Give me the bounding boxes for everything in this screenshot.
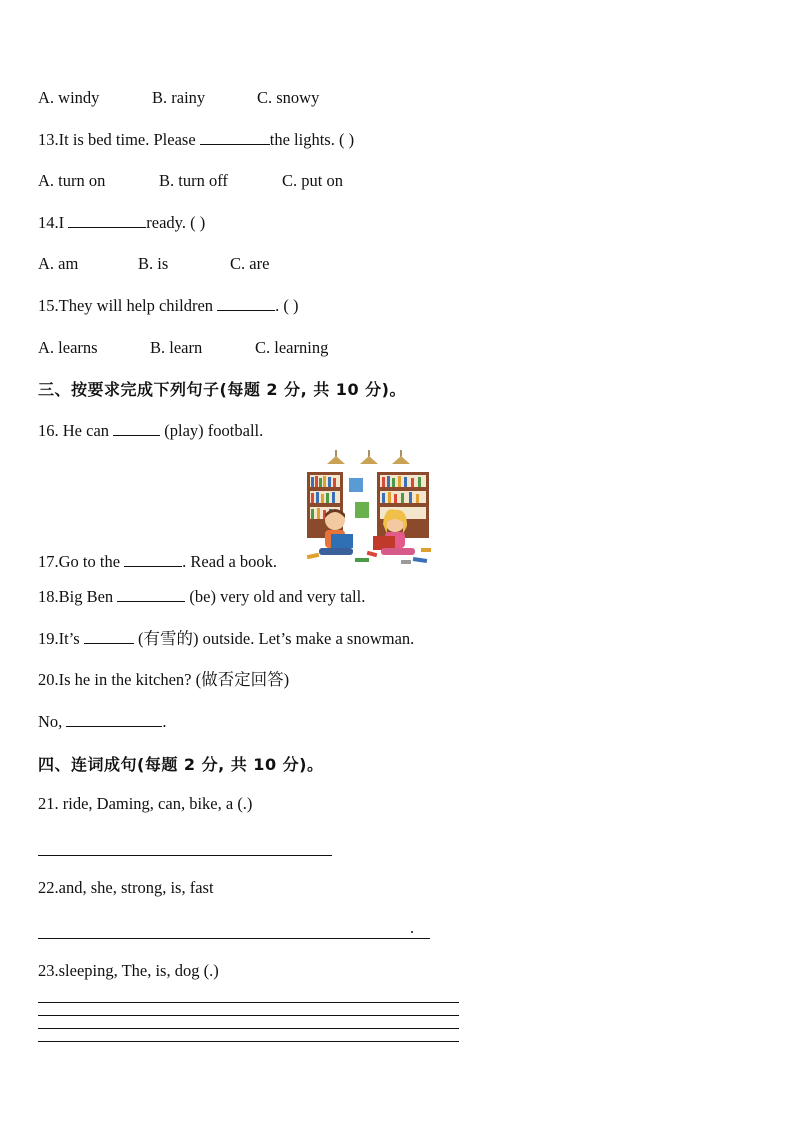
question-16-blank[interactable]	[113, 420, 160, 436]
section-3-heading: 三、按要求完成下列句子(每题 2 分, 共 10 分)。	[38, 380, 406, 399]
question-20-answer	[38, 711, 167, 732]
question-20-answer-post: .	[162, 712, 167, 731]
question-13	[38, 129, 354, 150]
q15-option-a: A. learns	[38, 338, 98, 357]
question-13-text-post: the lights. ( )	[269, 130, 355, 149]
question-15-text-post: . ( )	[275, 296, 299, 315]
question-17	[38, 551, 277, 572]
question-18-blank[interactable]	[117, 586, 185, 602]
question-22: 22.and, she, strong, is, fast	[38, 878, 214, 897]
question-22-period: .	[410, 918, 415, 937]
question-13-text-pre: 13.It is bed time. Please	[38, 130, 200, 149]
children-reading-in-library-icon	[303, 450, 435, 568]
q13-option-b: B. turn off	[159, 171, 228, 190]
question-20-blank[interactable]	[66, 711, 162, 727]
question-20-answer-pre: No,	[38, 712, 67, 731]
q14-option-b: B. is	[138, 254, 169, 273]
question-16-text-post: (play) football.	[160, 421, 264, 440]
question-15	[38, 295, 299, 316]
question-14	[38, 212, 205, 233]
q13-option-c: C. put on	[282, 171, 343, 190]
question-19-text-pre: 19.It’s	[38, 629, 84, 648]
question-21-answer-line[interactable]	[38, 855, 332, 856]
question-23-answer-line-1[interactable]	[38, 1002, 459, 1003]
question-17-blank[interactable]	[124, 551, 182, 567]
question-23-answer-line-4[interactable]	[38, 1041, 459, 1042]
question-23-answer-line-2[interactable]	[38, 1015, 459, 1016]
question-23-answer-line-3[interactable]	[38, 1028, 459, 1029]
q13-option-a: A. turn on	[38, 171, 106, 190]
question-20: 20.Is he in the kitchen? (做否定回答)	[38, 670, 290, 689]
question-23: 23.sleeping, The, is, dog (.)	[38, 961, 219, 980]
q12-option-c: C. snowy	[257, 88, 320, 107]
question-18	[38, 586, 365, 607]
question-18-text-pre: 18.Big Ben	[38, 587, 118, 606]
q15-option-b: B. learn	[150, 338, 203, 357]
question-19-text-post: (有雪的) outside. Let’s make a snowman.	[133, 629, 415, 648]
question-14-text-post: ready. ( )	[146, 213, 206, 232]
question-15-text-pre: 15.They will help children	[38, 296, 218, 315]
question-19-blank[interactable]	[84, 628, 134, 644]
q14-option-a: A. am	[38, 254, 79, 273]
question-16-text-pre: 16. He can	[38, 421, 114, 440]
question-18-text-post: (be) very old and very tall.	[185, 587, 366, 606]
section-4-heading: 四、连词成句(每题 2 分, 共 10 分)。	[38, 755, 324, 774]
question-17-text-post: . Read a book.	[182, 552, 278, 571]
question-21: 21. ride, Daming, can, bike, a (.)	[38, 794, 253, 813]
question-14-text-pre: 14.I	[38, 213, 69, 232]
question-14-blank[interactable]	[68, 212, 146, 228]
q12-option-a: A. windy	[38, 88, 100, 107]
question-13-blank[interactable]	[200, 129, 270, 145]
question-15-blank[interactable]	[217, 295, 275, 311]
question-17-text-pre: 17.Go to the	[38, 552, 125, 571]
q12-option-b: B. rainy	[152, 88, 206, 107]
q14-option-c: C. are	[230, 254, 270, 273]
question-19	[38, 628, 414, 649]
question-22-answer-line[interactable]	[38, 938, 430, 939]
question-16	[38, 420, 263, 441]
q15-option-c: C. learning	[255, 338, 329, 357]
